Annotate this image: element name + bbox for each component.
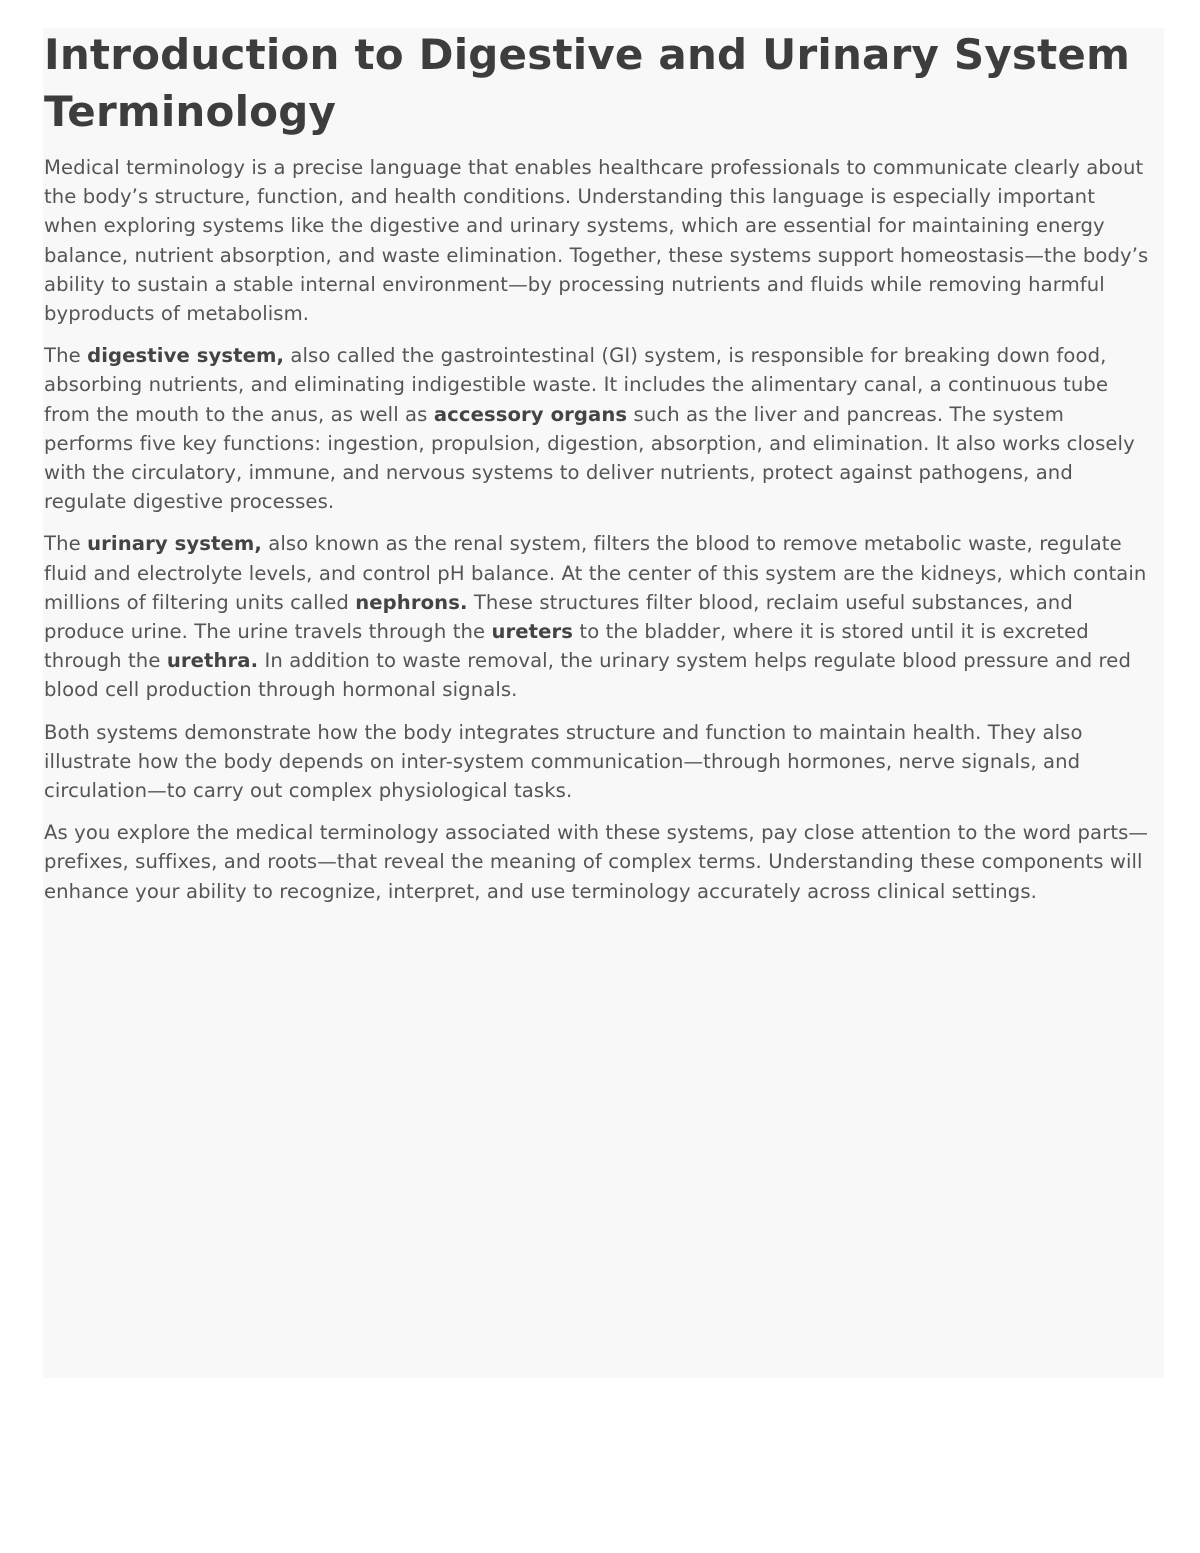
- digestive-paragraph: [44, 341, 1154, 516]
- integration-paragraph: [44, 718, 1154, 806]
- paragraph-text: Both systems demonstrate how the body integrates structure and function to maintain health. They also illustrate how the body depends on inter-system communication—through hormones, nerve signals, and circulation—to carry out complex physiological tasks.: [44, 720, 1083, 803]
- paragraph-text: Medical terminology is a precise language that enables healthcare professionals to communicate clearly about the body’s structure, function, and health conditions. Understanding this language is especially important when exploring systems like the digestive and urinary systems, which are essential for maintaining energy balance, nutrient absorption, and waste elimination. Together, these systems support homeostasis—the body’s ability to sustain a stable internal environment—by processing nutrients and fluids while removing harmful byproducts of metabolism.: [44, 156, 1149, 326]
- term-urethra: urethra.: [166, 649, 259, 673]
- paragraph-text: to the bladder, where it is stored until it is excreted through the: [44, 620, 1089, 673]
- term-ureters: ureters: [491, 620, 574, 644]
- term-nephrons: nephrons.: [355, 590, 468, 614]
- paragraph-text: In addition to waste removal, the urinary system helps regulate blood pressure and red blood cell production through hormonal signals.: [44, 649, 1131, 702]
- paragraph-text: These structures filter blood, reclaim useful substances, and produce urine. The urine travels through the: [44, 590, 1073, 644]
- term-urinary-system: urinary system,: [87, 532, 262, 556]
- paragraph-text: The: [44, 532, 88, 556]
- term-accessory-organs: accessory organs: [433, 402, 628, 426]
- paragraph-text: The: [44, 344, 88, 368]
- paragraph-text: also called the gastrointestinal (GI) system, is responsible for breaking down food, absorbing nutrients, and eliminating indigestible waste. It includes the alimentary canal, a continuous tube from the mouth to the anus, as well as: [44, 344, 1109, 426]
- title-block: [44, 26, 1154, 140]
- page-title: Introduction to Digestive and Urinary System Terminology: [44, 30, 1131, 136]
- urinary-paragraph: [44, 529, 1154, 704]
- paragraph-text: also known as the renal system, filters the blood to remove metabolic waste, regulate fluid and electrolyte levels, and control pH balance. At the center of this system are the kidneys, which contain millions of filtering units called: [44, 532, 1147, 614]
- intro-paragraph: [44, 153, 1154, 328]
- paragraph-text: As you explore the medical terminology associated with these systems, pay close attention to the word parts—prefixes, suffixes, and roots—that reveal the meaning of complex terms. Understanding these components will enhance your ability to recognize, interpret, and use terminology accurately across clinical settings.: [44, 821, 1149, 903]
- term-digestive-system: digestive system,: [87, 344, 285, 368]
- document-panel: [43, 28, 1164, 1378]
- paragraph-text: such as the liver and pancreas. The system performs five key functions: ingestion, propulsion, digestion, absorption, and elimination. It also works closely with the circulatory, immune, and nervous systems to deliver nutrients, protect against pathogens, and regulate digestive processes.: [44, 402, 1135, 514]
- closing-paragraph: [44, 818, 1154, 906]
